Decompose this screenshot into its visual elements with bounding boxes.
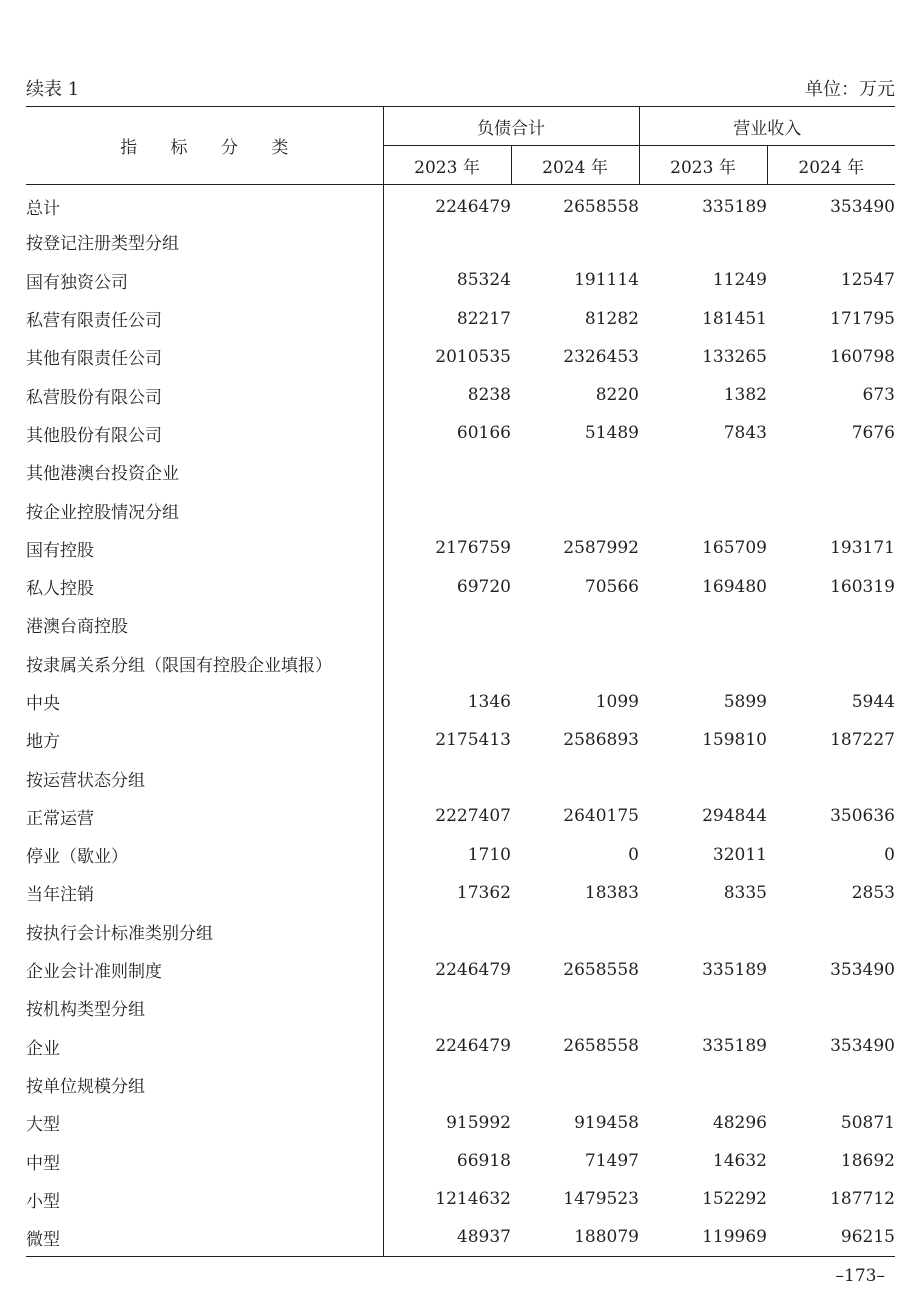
unit-label: 单位：万元 (805, 79, 895, 100)
value-cell: 1346 (467, 691, 511, 712)
value-cell: 14632 (712, 1151, 767, 1172)
row-label-cell: 地方 (26, 721, 383, 759)
group-heading-cell: 按隶属关系分组（限国有控股企业填报） (26, 644, 383, 682)
value-cell (383, 989, 511, 1027)
value-cell (383, 606, 511, 644)
row-label-cell: 正常运营 (26, 797, 383, 835)
value-cell: 160798 (830, 346, 895, 367)
value-cell: 353490 (830, 959, 895, 980)
value-cell: 181451 (702, 308, 767, 329)
value-cell: 5944 (851, 691, 895, 712)
table-row (26, 491, 895, 529)
value-cell (511, 491, 639, 529)
value-cell: 188079 (511, 1219, 639, 1257)
table-row (26, 874, 895, 912)
table-row (26, 185, 895, 223)
table-row (26, 529, 895, 567)
value-cell (767, 1065, 895, 1103)
value-cell: 8220 (595, 385, 639, 406)
value-cell: 8335 (723, 882, 767, 903)
value-cell: 11249 (712, 270, 767, 291)
table-row (26, 721, 895, 759)
group-heading-cell: 按机构类型分组 (26, 989, 383, 1027)
value-cell (767, 453, 895, 491)
table-row (26, 223, 895, 261)
table-row (26, 261, 895, 299)
value-cell: 159810 (702, 729, 767, 750)
group-heading-cell: 按运营状态分组 (26, 759, 383, 797)
value-cell: 171795 (830, 308, 895, 329)
table-row (26, 950, 895, 988)
value-cell: 2640175 (563, 806, 639, 827)
value-cell: 66918 (456, 1151, 511, 1172)
value-cell: 2658558 (563, 1036, 639, 1057)
row-label-cell: 国有独资公司 (26, 261, 383, 299)
value-cell (767, 759, 895, 797)
year-header: 2023 年 (383, 146, 511, 185)
row-label-cell: 私营股份有限公司 (26, 376, 383, 414)
table-row (26, 797, 895, 835)
row-label-cell: 其他有限责任公司 (26, 338, 383, 376)
value-cell (639, 644, 767, 682)
value-cell: 18692 (840, 1151, 895, 1172)
value-cell: 350636 (830, 806, 895, 827)
value-cell: 1214632 (435, 1189, 511, 1210)
value-cell (767, 491, 895, 529)
category-header: 指 标 分 类 (26, 107, 383, 185)
table-row (26, 682, 895, 720)
table-row (26, 338, 895, 376)
value-cell: 191114 (574, 270, 639, 291)
year-header: 2024 年 (767, 146, 895, 185)
value-cell (767, 989, 895, 1027)
group-heading-cell: 按登记注册类型分组 (26, 223, 383, 261)
row-label-cell: 大型 (26, 1104, 383, 1142)
value-cell (767, 644, 895, 682)
row-label-cell: 企业 (26, 1027, 383, 1065)
table-continuation-label: 续表 1 (26, 79, 80, 100)
value-cell: 17362 (456, 882, 511, 903)
value-cell: 2227407 (435, 806, 511, 827)
year-header: 2024 年 (511, 146, 639, 185)
value-cell: 353490 (830, 1036, 895, 1057)
table-row (26, 606, 895, 644)
value-cell: 60166 (456, 423, 511, 444)
row-label-cell: 当年注销 (26, 874, 383, 912)
value-cell (511, 759, 639, 797)
value-cell (639, 989, 767, 1027)
value-cell (639, 759, 767, 797)
value-cell: 169480 (702, 576, 767, 597)
table-row (26, 1027, 895, 1065)
value-cell: 71497 (584, 1151, 639, 1172)
value-cell: 70566 (584, 576, 639, 597)
value-cell: 12547 (840, 270, 895, 291)
value-cell: 2658558 (563, 196, 639, 217)
value-cell: 152292 (702, 1189, 767, 1210)
table-row (26, 836, 895, 874)
value-cell: 51489 (584, 423, 639, 444)
value-cell (639, 491, 767, 529)
value-cell: 81282 (584, 308, 639, 329)
group-heading-cell: 按执行会计标准类别分组 (26, 912, 383, 950)
table-row (26, 1104, 895, 1142)
row-label-cell: 其他港澳台投资企业 (26, 453, 383, 491)
row-label-cell: 私营有限责任公司 (26, 299, 383, 337)
year-header: 2023 年 (639, 146, 767, 185)
value-cell: 673 (862, 385, 895, 406)
row-label-cell: 中型 (26, 1142, 383, 1180)
value-cell (383, 759, 511, 797)
value-cell (639, 1065, 767, 1103)
value-cell: 1710 (467, 844, 511, 865)
page-number: –173– (835, 1266, 885, 1286)
value-cell: 32011 (712, 844, 767, 865)
value-cell: 48296 (712, 1112, 767, 1133)
value-cell: 2246479 (435, 196, 511, 217)
table-row (26, 453, 895, 491)
table-row (26, 414, 895, 452)
row-label-cell: 微型 (26, 1219, 383, 1257)
value-cell (767, 223, 895, 261)
value-cell (511, 644, 639, 682)
value-cell: 0 (628, 844, 639, 865)
row-label-cell: 国有控股 (26, 529, 383, 567)
value-cell (383, 223, 511, 261)
table-row (26, 1180, 895, 1218)
value-cell: 1099 (595, 691, 639, 712)
group-header-liabilities: 负债合计 (383, 107, 639, 146)
value-cell: 2246479 (435, 1036, 511, 1057)
value-cell (767, 912, 895, 950)
value-cell (511, 989, 639, 1027)
value-cell (639, 912, 767, 950)
value-cell (639, 453, 767, 491)
group-heading-cell: 按企业控股情况分组 (26, 491, 383, 529)
value-cell: 193171 (830, 538, 895, 559)
row-label-cell: 小型 (26, 1180, 383, 1218)
value-cell: 2175413 (435, 729, 511, 750)
table-row (26, 912, 895, 950)
value-cell: 48937 (383, 1219, 511, 1257)
value-cell: 7843 (723, 423, 767, 444)
value-cell (511, 606, 639, 644)
value-cell: 335189 (702, 959, 767, 980)
value-cell (511, 1065, 639, 1103)
value-cell (383, 1065, 511, 1103)
statistics-table (26, 106, 895, 1257)
value-cell: 2326453 (563, 346, 639, 367)
value-cell: 82217 (456, 308, 511, 329)
value-cell (383, 912, 511, 950)
row-label-cell: 企业会计准则制度 (26, 950, 383, 988)
value-cell (383, 453, 511, 491)
table-row (26, 989, 895, 1027)
value-cell (639, 606, 767, 644)
value-cell (383, 491, 511, 529)
table-row (26, 644, 895, 682)
table-row (26, 759, 895, 797)
value-cell: 165709 (702, 538, 767, 559)
value-cell: 335189 (702, 1036, 767, 1057)
value-cell (383, 644, 511, 682)
value-cell (511, 453, 639, 491)
value-cell: 7676 (851, 423, 895, 444)
table-row (26, 567, 895, 605)
value-cell: 2853 (851, 882, 895, 903)
value-cell (767, 606, 895, 644)
row-label-cell: 停业（歇业） (26, 836, 383, 874)
value-cell: 160319 (830, 576, 895, 597)
row-label-cell: 中央 (26, 682, 383, 720)
value-cell: 1479523 (563, 1189, 639, 1210)
group-heading-cell: 按单位规模分组 (26, 1065, 383, 1103)
value-cell (639, 223, 767, 261)
value-cell: 69720 (456, 576, 511, 597)
value-cell (511, 223, 639, 261)
value-cell: 2246479 (435, 959, 511, 980)
table-row (26, 1142, 895, 1180)
value-cell (511, 912, 639, 950)
value-cell: 915992 (446, 1112, 511, 1133)
value-cell: 119969 (639, 1219, 767, 1257)
value-cell: 2176759 (435, 538, 511, 559)
value-cell: 18383 (584, 882, 639, 903)
row-label-cell: 其他股份有限公司 (26, 414, 383, 452)
value-cell: 85324 (456, 270, 511, 291)
row-label-cell: 港澳台商控股 (26, 606, 383, 644)
value-cell: 50871 (840, 1112, 895, 1133)
value-cell: 2587992 (563, 538, 639, 559)
row-label-cell: 私人控股 (26, 567, 383, 605)
value-cell: 0 (884, 844, 895, 865)
value-cell: 2658558 (563, 959, 639, 980)
value-cell: 335189 (702, 196, 767, 217)
value-cell: 294844 (702, 806, 767, 827)
table-row (26, 1219, 895, 1257)
value-cell: 5899 (723, 691, 767, 712)
value-cell: 2010535 (435, 346, 511, 367)
row-label-cell: 总计 (26, 185, 383, 223)
table-row (26, 299, 895, 337)
value-cell: 187712 (830, 1189, 895, 1210)
group-header-revenue: 营业收入 (639, 107, 895, 146)
value-cell: 1382 (723, 385, 767, 406)
value-cell: 8238 (467, 385, 511, 406)
value-cell: 133265 (702, 346, 767, 367)
value-cell: 187227 (830, 729, 895, 750)
value-cell: 2586893 (563, 729, 639, 750)
value-cell: 96215 (767, 1219, 895, 1257)
table-body (26, 185, 895, 1257)
table-row (26, 376, 895, 414)
table-row (26, 1065, 895, 1103)
value-cell: 353490 (830, 196, 895, 217)
value-cell: 919458 (574, 1112, 639, 1133)
